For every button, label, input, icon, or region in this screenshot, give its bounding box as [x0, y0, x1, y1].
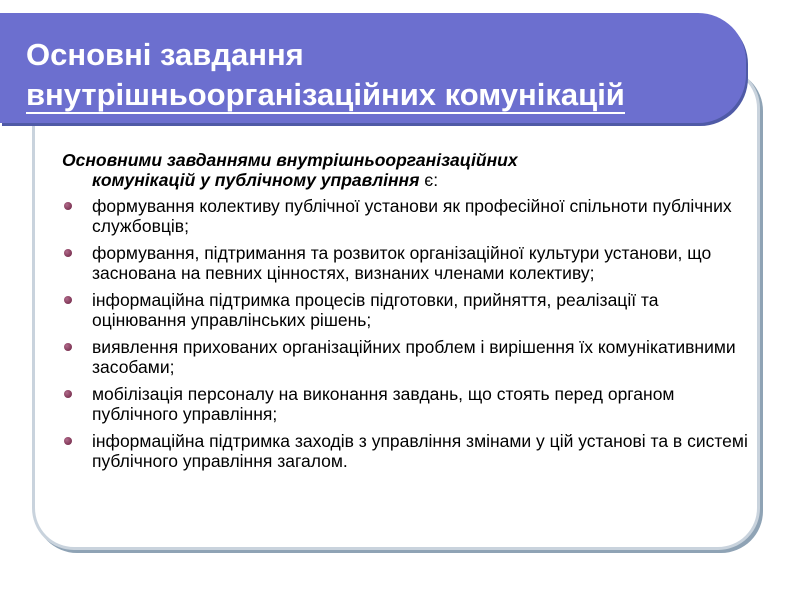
list-item-text: формування, підтримання та розвиток організаційної культури установи, що заснована на певних цінностях, визнаних членами колективу; [92, 243, 712, 283]
list-item [62, 431, 752, 471]
slide-body [62, 150, 752, 478]
intro-tail: є: [419, 170, 439, 190]
list-item-text: виявлення прихованих організаційних проблем і вирішення їх комунікативними засобами; [92, 337, 736, 377]
list-item-text: інформаційна підтримка заходів з управління змінами у цій установі та в системі публічного управління загалом. [92, 431, 748, 471]
intro-lead-line-2 [62, 170, 752, 190]
intro-lead-2: комунікацій у публічному управління [92, 170, 420, 190]
list-item [62, 337, 752, 377]
list-item [62, 243, 752, 283]
title-bar [0, 13, 746, 123]
bullet-icon [64, 437, 72, 445]
bullet-icon [64, 390, 72, 398]
bullet-icon [64, 249, 72, 257]
list-item-text: формування колективу публічної установи як професійної спільноти публічних службовців; [92, 196, 732, 236]
title-line-2: внутрішньоорганізаційних комунікацій [26, 77, 625, 112]
bullet-icon [64, 343, 72, 351]
slide-title [26, 35, 726, 115]
intro-paragraph [62, 150, 752, 190]
task-list [62, 196, 752, 471]
list-item [62, 384, 752, 424]
list-item [62, 196, 752, 236]
intro-lead-1: Основними завданнями внутрішньоорганізаційних [62, 150, 518, 170]
bullet-icon [64, 202, 72, 210]
list-item-text: мобілізація персоналу на виконання завдань, що стоять перед органом публічного управління; [92, 384, 675, 424]
title-line-1: Основні завдання [26, 37, 304, 72]
list-item [62, 290, 752, 330]
list-item-text: інформаційна підтримка процесів підготовки, прийняття, реалізації та оцінювання управлінських рішень; [92, 290, 659, 330]
bullet-icon [64, 296, 72, 304]
